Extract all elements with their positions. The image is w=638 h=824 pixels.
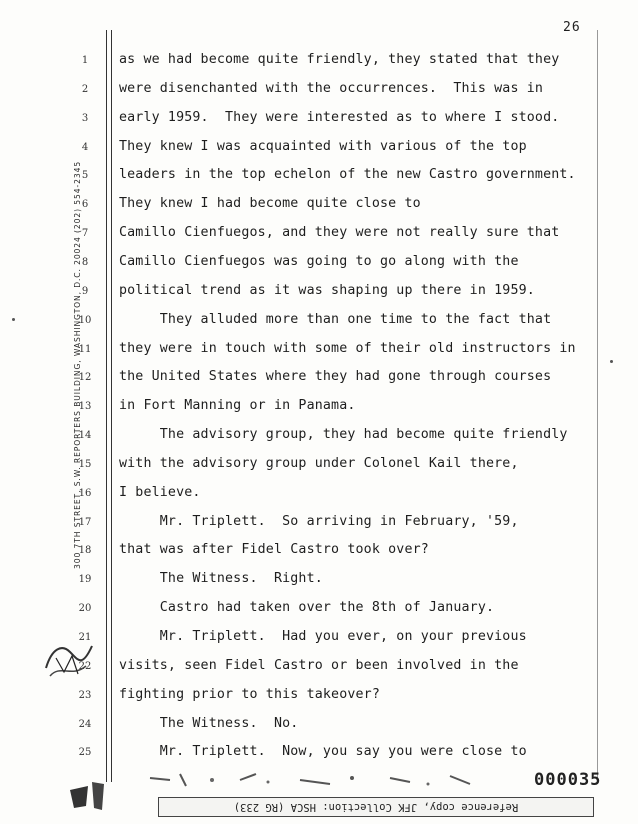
- line-number: 19: [78, 574, 92, 586]
- line-number: 15: [78, 458, 92, 470]
- line-number: 3: [81, 112, 89, 124]
- transcript-line: visits, seen Fidel Castro or been involved in the: [119, 657, 519, 673]
- document-id-number: 000035: [534, 770, 602, 790]
- reference-copy-stamp-text: Reference copy, JFK Collection: HSCA (RG 233): [233, 801, 519, 813]
- transcript-line: Camillo Cienfuegos, and they were not really sure that: [119, 225, 560, 241]
- transcript-line: Mr. Triplett. Had you ever, on your previous: [119, 629, 527, 644]
- line-number: 18: [78, 545, 92, 557]
- transcript-line: Mr. Triplett. Now, you say you were close to: [119, 744, 527, 760]
- line-number: 23: [78, 689, 92, 701]
- transcript-line: as we had become quite friendly, they stated that they: [119, 52, 560, 67]
- transcript-line: Mr. Triplett. So arriving in February, '59,: [119, 513, 519, 529]
- line-number: 12: [78, 372, 92, 384]
- transcript-line: The advisory group, they had become quite friendly: [119, 427, 568, 443]
- right-margin-rule: [597, 30, 598, 782]
- line-number: 25: [78, 747, 92, 759]
- transcript-line: that was after Fidel Castro took over?: [119, 542, 429, 558]
- transcript-line: were disenchanted with the occurrences. This was in: [119, 80, 544, 96]
- handwritten-scribble-icon: [42, 638, 98, 682]
- transcript-line: They knew I was acquainted with various of the top: [119, 138, 527, 154]
- scan-speck: [610, 360, 613, 363]
- line-number: 4: [81, 141, 89, 153]
- left-margin-rule-inner: [111, 30, 112, 782]
- transcript-line: I believe.: [119, 484, 201, 500]
- line-number: 22: [78, 660, 92, 672]
- line-number: 6: [81, 199, 89, 211]
- line-number: 20: [78, 603, 92, 615]
- line-number: 7: [81, 228, 89, 240]
- left-margin-rule: [106, 30, 107, 782]
- transcript-line: political trend as it was shaping up there in 1959.: [119, 282, 535, 298]
- transcript-line: They alluded more than one time to the fact that: [119, 311, 552, 327]
- line-number: 9: [81, 285, 89, 297]
- line-number: 16: [78, 487, 92, 499]
- line-number: 17: [78, 516, 92, 528]
- transcript-line: early 1959. They were interested as to where I stood.: [119, 109, 560, 125]
- transcript-line: The Witness. Right.: [119, 571, 323, 587]
- line-number: 13: [78, 401, 92, 413]
- transcript-line: fighting prior to this takeover?: [119, 686, 380, 702]
- scan-speck: [12, 318, 15, 321]
- transcript-line: with the advisory group under Colonel Kail there,: [119, 455, 519, 471]
- transcript-line: leaders in the top echelon of the new Castro government.: [119, 167, 576, 183]
- transcript-line: the United States where they had gone through courses: [119, 369, 552, 385]
- line-number: 11: [78, 343, 92, 355]
- transcript-line: Camillo Cienfuegos was going to go along with the: [119, 253, 519, 269]
- line-number: 2: [81, 83, 89, 95]
- line-number: 21: [78, 632, 92, 643]
- reference-copy-stamp: [158, 797, 594, 817]
- line-number: 14: [78, 430, 92, 442]
- line-number: 10: [78, 314, 92, 326]
- line-number: 1: [81, 55, 89, 66]
- line-number: 24: [78, 718, 92, 730]
- line-number: 8: [81, 256, 89, 268]
- page-number: 26: [563, 20, 581, 35]
- transcript-line: They knew I had become quite close to: [119, 196, 421, 212]
- transcript-line: in Fort Manning or in Panama.: [119, 398, 356, 414]
- line-number: 5: [81, 170, 89, 182]
- reporter-address-margin-text: 300 7TH STREET, S.W. REPORTERS BUILDING, WASHINGTON, D.C. 20024 (202) 554-2345: [73, 160, 82, 569]
- transcript-line: they were in touch with some of their old instructors in: [119, 340, 576, 356]
- transcript-line: Castro had taken over the 8th of January.: [119, 600, 495, 616]
- transcript-line: The Witness. No.: [119, 715, 299, 731]
